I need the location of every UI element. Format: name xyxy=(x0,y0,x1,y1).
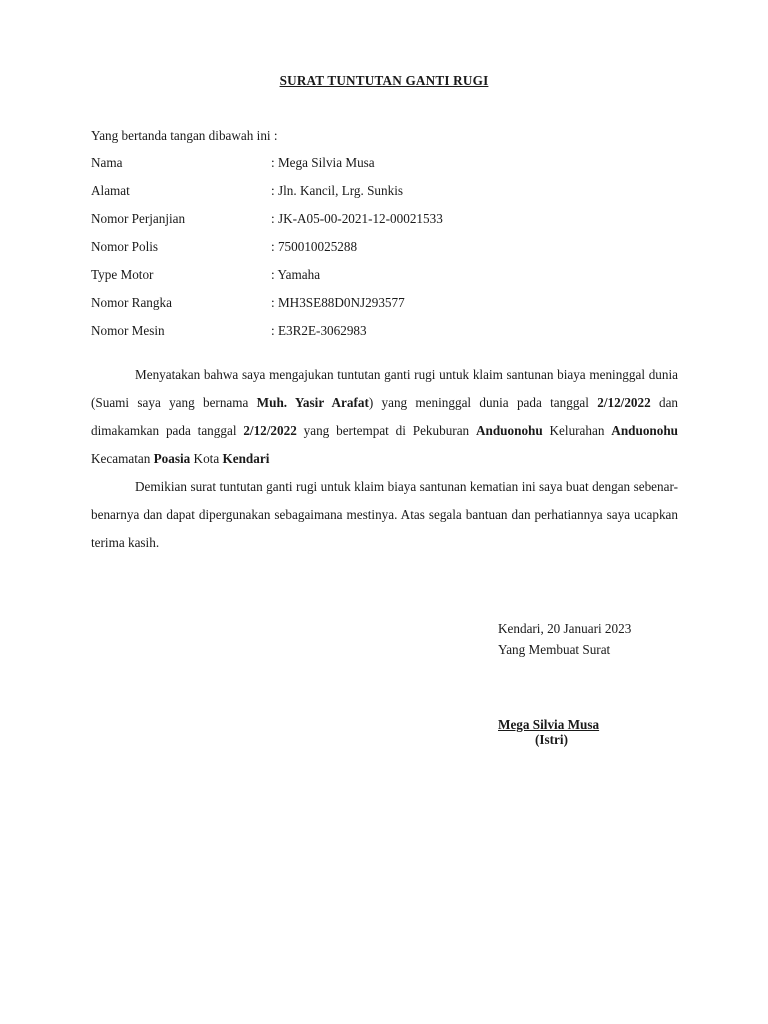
paragraph-text: ) yang meninggal dunia pada tanggal xyxy=(368,395,598,410)
field-row-nomor-mesin xyxy=(91,323,691,351)
field-value: : E3R2E-3062983 xyxy=(271,323,367,338)
statement-paragraph xyxy=(91,361,678,473)
field-row-nomor-perjanjian xyxy=(91,211,691,239)
field-value: : MH3SE88D0NJ293577 xyxy=(271,295,405,310)
paragraph-text: Kecamatan xyxy=(91,451,154,466)
field-row-nomor-polis xyxy=(91,239,691,267)
maker-label: Yang Membuat Surat xyxy=(498,642,611,657)
husband-name: Muh. Yasir Arafat xyxy=(256,395,369,410)
field-label: Nama xyxy=(91,155,123,170)
city-name: Kendari xyxy=(222,451,270,466)
death-date: 2/12/2022 xyxy=(597,395,651,410)
field-value: : JK-A05-00-2021-12-00021533 xyxy=(271,211,443,226)
field-label: Type Motor xyxy=(91,267,154,282)
paragraph-text: Kota xyxy=(190,451,223,466)
letter-title: SURAT TUNTUTAN GANTI RUGI xyxy=(279,73,489,88)
closing-paragraph: Demikian surat tuntutan ganti rugi untuk klaim biaya santunan kematian ini saya buat dengan sebenar-benarnya dan dapat dipergunakan sebagaimana mestinya. Atas segala bantuan dan perhatiannya saya ucapkan terima kasih. xyxy=(91,479,678,550)
field-row-type-motor xyxy=(91,267,691,295)
signer-block xyxy=(498,717,599,747)
place-date: Kendari, 20 Januari 2023 xyxy=(498,621,632,636)
signer-role: (Istri) xyxy=(535,732,568,747)
intro-text: Yang bertanda tangan dibawah ini : xyxy=(91,128,278,143)
identity-fields xyxy=(91,155,691,351)
kecamatan-name: Poasia xyxy=(153,451,191,466)
burial-date: 2/12/2022 xyxy=(243,423,297,438)
field-row-nomor-rangka xyxy=(91,295,691,323)
signature-block xyxy=(498,618,631,660)
kelurahan-name: Anduonohu xyxy=(611,423,679,438)
paragraph-text: Kelurahan xyxy=(542,423,612,438)
field-value: : 750010025288 xyxy=(271,239,358,254)
field-value: : Yamaha xyxy=(271,267,321,282)
paragraph-text: dan dimakamkan pada tanggal xyxy=(91,395,679,438)
field-label: Nomor Rangka xyxy=(91,295,172,310)
field-value: : Jln. Kancil, Lrg. Sunkis xyxy=(271,183,403,198)
paragraph-text: yang bertempat di Pekuburan xyxy=(296,423,476,438)
field-value: : Mega Silvia Musa xyxy=(271,155,375,170)
cemetery-name: Anduonohu xyxy=(475,423,543,438)
field-row-nama xyxy=(91,155,691,183)
field-label: Nomor Mesin xyxy=(91,323,165,338)
field-label: Nomor Polis xyxy=(91,239,159,254)
paragraph-text: Menyatakan bahwa saya mengajukan tuntutan ganti rugi untuk klaim santunan biaya meninggal dunia (Suami saya yang bernama xyxy=(91,367,678,410)
field-label: Nomor Perjanjian xyxy=(91,211,186,226)
signer-name: Mega Silvia Musa xyxy=(498,717,600,732)
field-row-alamat xyxy=(91,183,691,211)
field-label: Alamat xyxy=(91,183,130,198)
